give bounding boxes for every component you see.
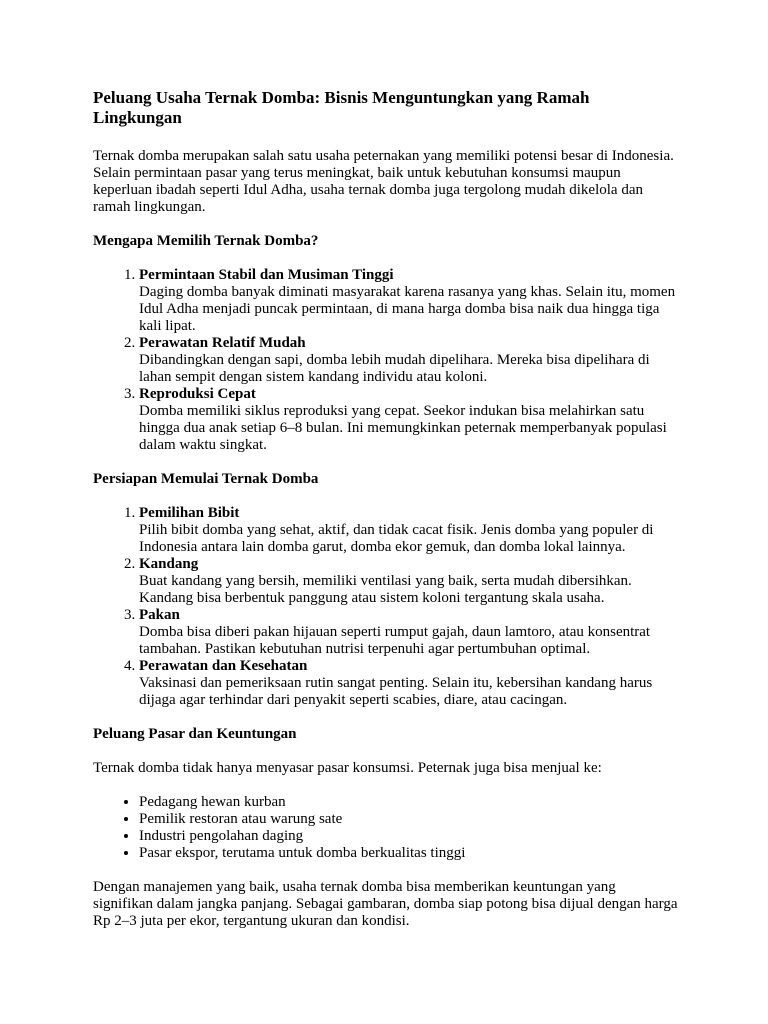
list-item — [139, 505, 678, 556]
list-item — [139, 386, 678, 454]
closing-paragraph: Dengan manajemen yang baik, usaha ternak domba bisa memberikan keuntungan yang signifikan dalam jangka panjang. Sebagai gambaran, domba siap potong bisa dijual dengan harga Rp 2–3 juta per ekor, tergantung ukuran dan kondisi. — [93, 879, 678, 929]
list-item-desc: Domba memiliki siklus reproduksi yang cepat. Seekor indukan bisa melahirkan satu hingga dua anak setiap 6–8 bulan. Ini memungkinkan peternak memperbanyak populasi dalam waktu singkat. — [139, 403, 667, 453]
bullet-item: • Pedagang hewan kurban — [139, 794, 678, 811]
list-item-title: 2. Perawatan Relatif Mudah — [139, 335, 306, 351]
list-item-title: 4. Perawatan dan Kesehatan — [139, 658, 308, 674]
list-item-title: 3. Reproduksi Cepat — [139, 386, 256, 402]
section-heading-preparation: Persiapan Memulai Ternak Domba — [93, 471, 319, 487]
list-item-title: 1. Pemilihan Bibit — [139, 505, 240, 521]
list-item — [139, 335, 678, 386]
preparation-list — [93, 505, 678, 709]
list-item-desc: Domba bisa diberi pakan hijauan seperti rumput gajah, daun lamtoro, atau konsentrat tambahan. Pastikan kebutuhan nutrisi terpenuhi agar pertumbuhan optimal. — [139, 624, 651, 657]
intro-paragraph: Ternak domba merupakan salah satu usaha peternakan yang memiliki potensi besar di Indonesia. Selain permintaan pasar yang terus meningkat, baik untuk kebutuhan konsumsi maupun keperluan ibadah seperti Idul Adha, usaha ternak domba juga tergolong mudah dikelola dan ramah lingkungan. — [93, 148, 674, 215]
list-item-desc: Dibandingkan dengan sapi, domba lebih mudah dipelihara. Mereka bisa dipelihara di lahan sempit dengan sistem kandang individu atau koloni. — [139, 352, 650, 385]
market-bullet-list — [93, 794, 678, 862]
list-item-title: 3. Pakan — [139, 607, 180, 623]
list-item-desc: Vaksinasi dan pemeriksaan rutin sangat penting. Selain itu, kebersihan kandang harus dijaga agar terhindar dari penyakit seperti scabies, diare, atau cacingan. — [139, 675, 653, 708]
bullet-item: • Industri pengolahan daging — [139, 828, 678, 845]
list-item-title: 1. Permintaan Stabil dan Musiman Tinggi — [139, 267, 394, 283]
section-heading-market: Peluang Pasar dan Keuntungan — [93, 726, 297, 742]
list-item — [139, 556, 678, 607]
list-item-desc: Pilih bibit domba yang sehat, aktif, dan tidak cacat fisik. Jenis domba yang populer di Indonesia antara lain domba garut, domba ekor gemuk, dan domba lokal lainnya. — [139, 522, 654, 555]
list-item-desc: Daging domba banyak diminati masyarakat karena rasanya yang khas. Selain itu, momen Idul Adha menjadi puncak permintaan, di mana harga domba bisa naik dua hingga tiga kali lipat. — [139, 284, 676, 334]
list-item — [139, 607, 678, 658]
list-item-desc: Buat kandang yang bersih, memiliki ventilasi yang baik, serta mudah dibersihkan. Kandang bisa berbentuk panggung atau sistem koloni tergantung skala usaha. — [139, 573, 632, 606]
bullet-item: • Pemilik restoran atau warung sate — [139, 811, 678, 828]
document-title: Peluang Usaha Ternak Domba: Bisnis Menguntungkan yang Ramah Lingkungan — [93, 88, 590, 127]
section-heading-why: Mengapa Memilih Ternak Domba? — [93, 233, 319, 249]
market-intro-paragraph: Ternak domba tidak hanya menyasar pasar konsumsi. Peternak juga bisa menjual ke: — [93, 760, 602, 776]
list-item — [139, 658, 678, 709]
why-list — [93, 267, 678, 454]
list-item-title: 2. Kandang — [139, 556, 199, 572]
bullet-item: • Pasar ekspor, terutama untuk domba berkualitas tinggi — [139, 845, 678, 862]
list-item — [139, 267, 678, 335]
